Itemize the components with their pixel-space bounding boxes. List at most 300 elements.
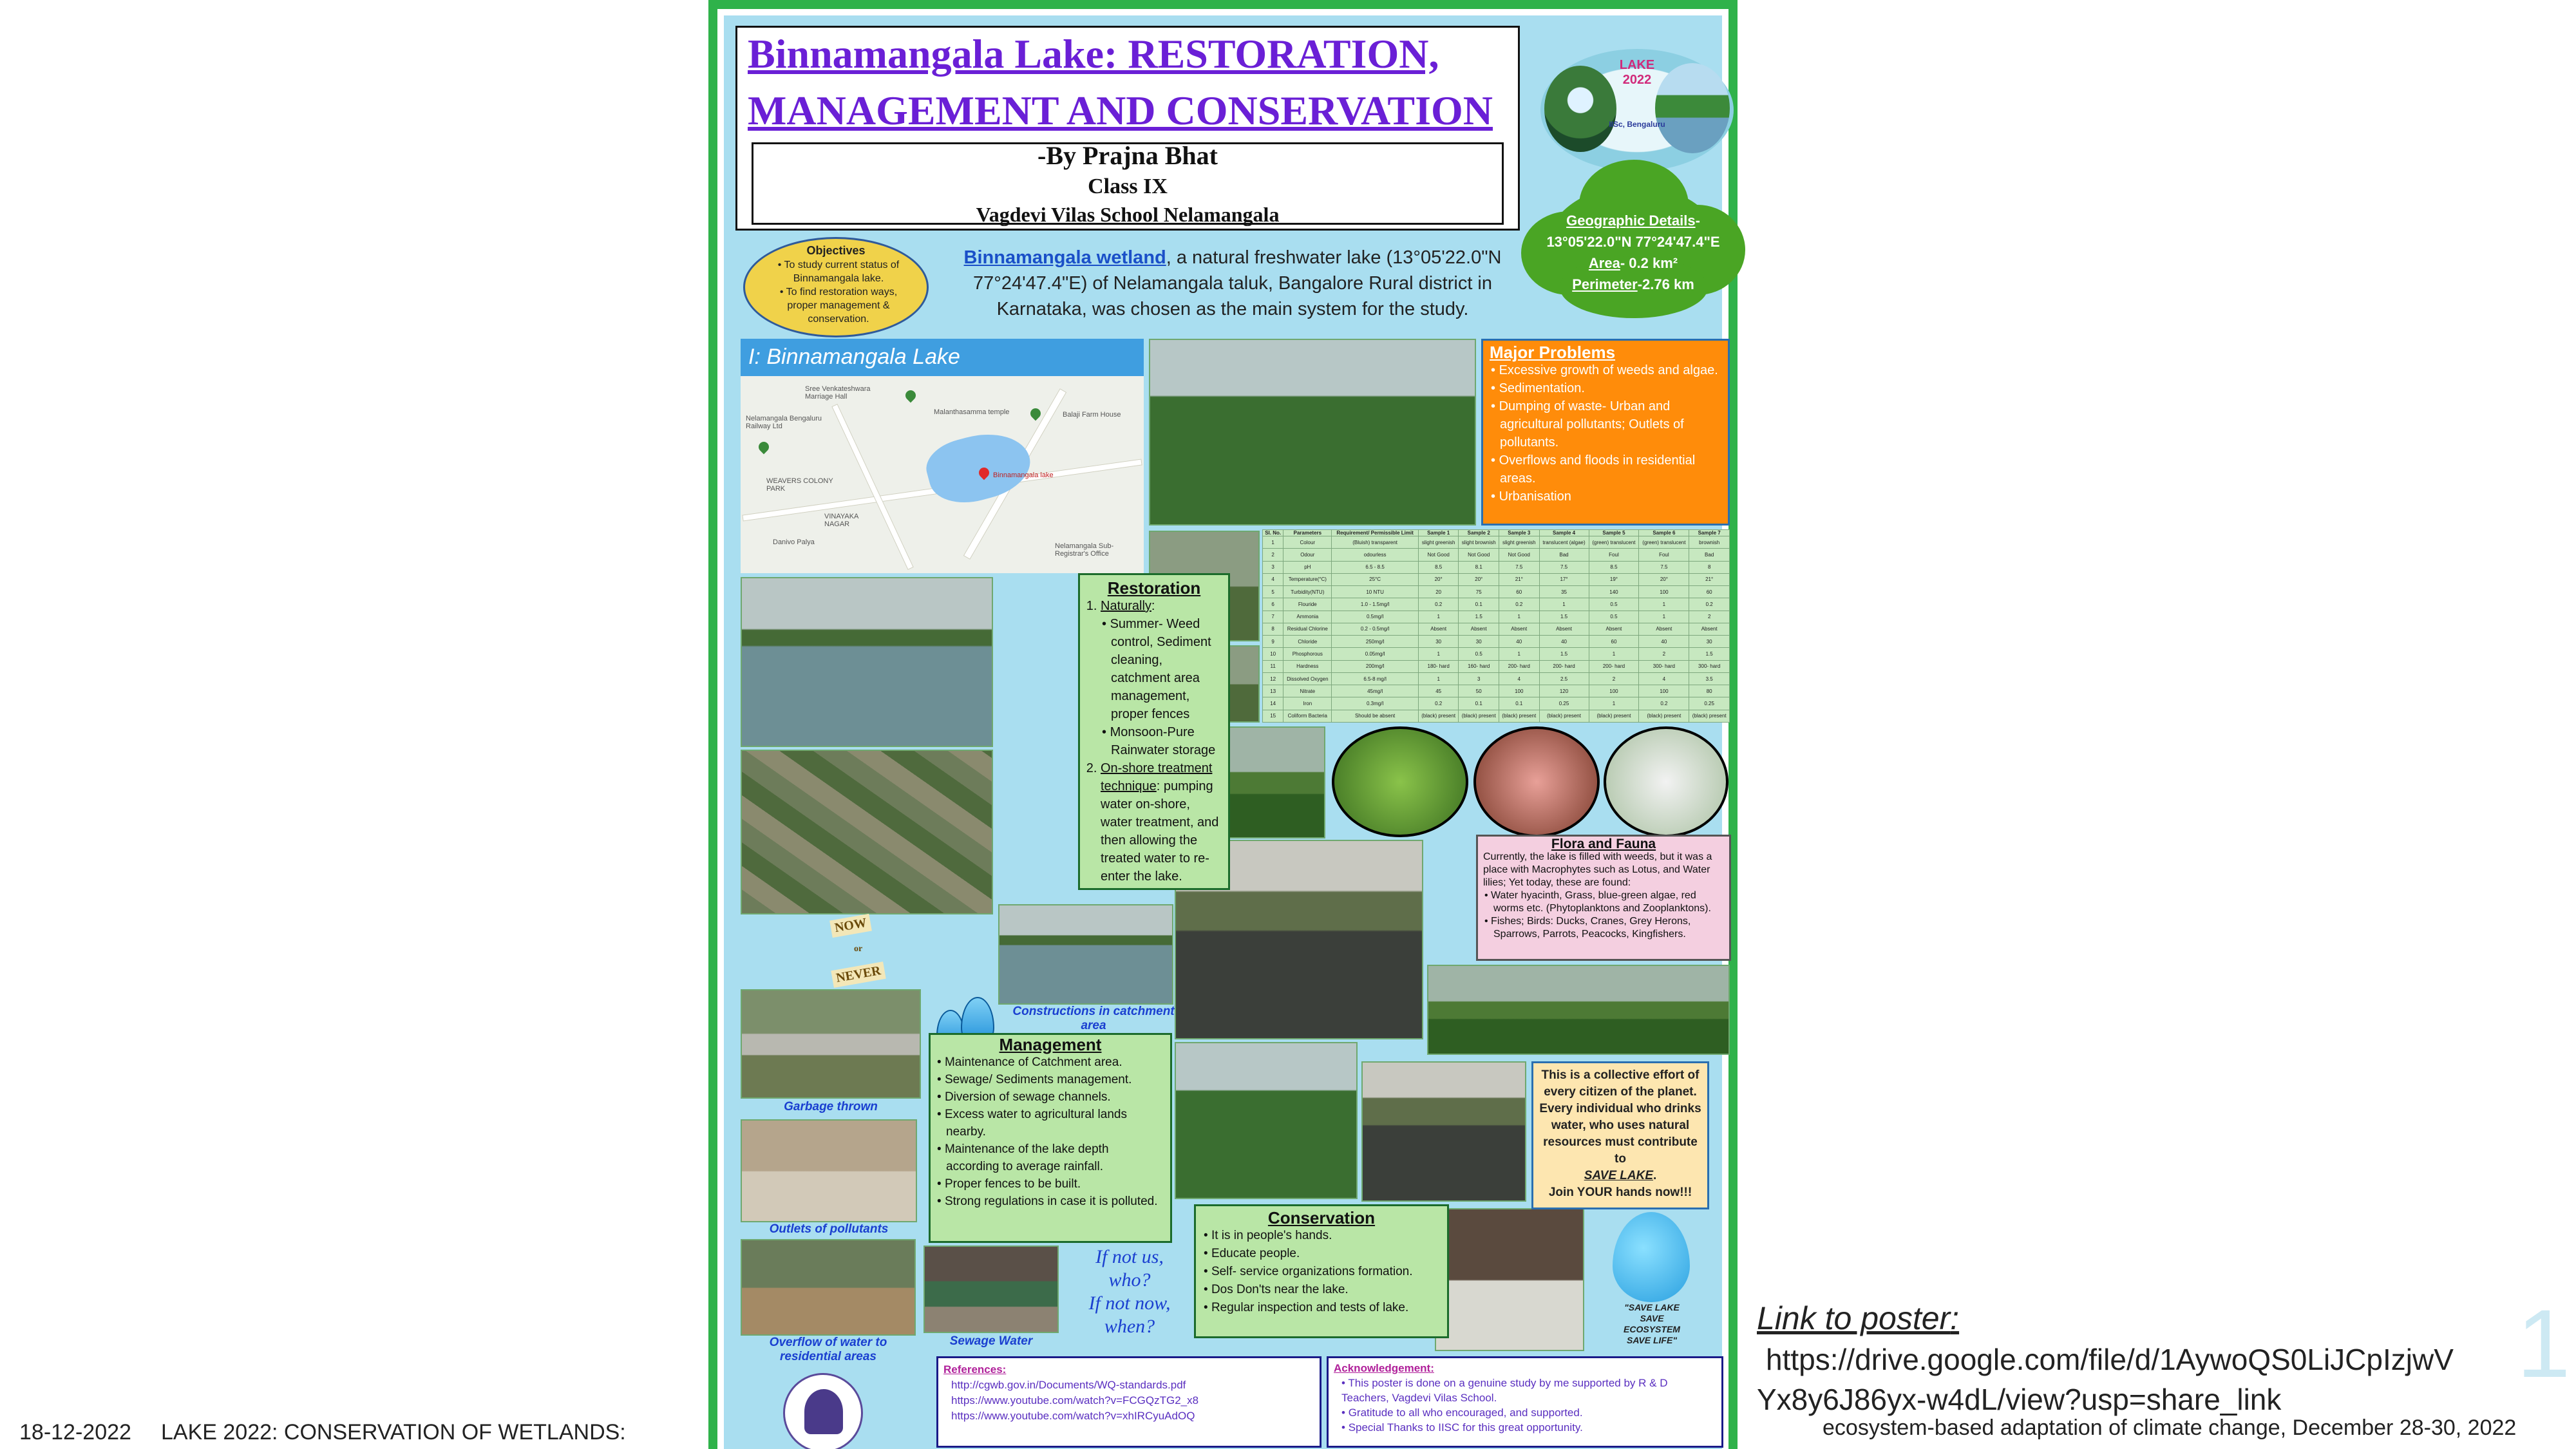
table-cell: 4 xyxy=(1639,672,1689,685)
map-label: Danivo Palya xyxy=(773,538,815,546)
table-cell: Coliform Bacteria xyxy=(1283,710,1332,722)
author-class: Class IX xyxy=(1088,175,1168,198)
table-cell: 0.3mg/l xyxy=(1332,697,1419,710)
table-cell: Chloride xyxy=(1283,636,1332,648)
table-cell: 7.5 xyxy=(1539,561,1589,573)
slogan-line: If not us, xyxy=(1095,1246,1164,1267)
table-cell: 50 xyxy=(1459,685,1499,697)
table-cell: Absent xyxy=(1639,623,1689,635)
map-label: Binnamangala lake xyxy=(993,471,1054,479)
geo-coords: 13°05'22.0"N 77°24'47.4"E xyxy=(1546,234,1720,250)
table-cell: 0.2 - 0.5mg/l xyxy=(1332,623,1419,635)
sewage-photo xyxy=(923,1245,1059,1333)
table-header-row xyxy=(1263,530,1730,536)
table-cell: 1 xyxy=(1639,598,1689,611)
or-tag: or xyxy=(854,944,863,954)
table-cell: 10 NTU xyxy=(1332,586,1419,598)
table-cell: Foul xyxy=(1639,549,1689,561)
table-cell: Hardness xyxy=(1283,660,1332,672)
slogan-line: when? xyxy=(1104,1316,1155,1337)
collective-effort-box: This is a collective effort of every citizen of the planet. Every individual who drinks water, who uses natural resources must contribute to SAVE LAKE. Join YOUR hands now!!! xyxy=(1531,1061,1709,1209)
major-problems-title: Major Problems xyxy=(1490,343,1616,362)
table-cell: 60 xyxy=(1589,636,1639,648)
acknowledgement-item: • Special Thanks to IISC for this great opportunity. xyxy=(1341,1421,1583,1434)
table-cell: Flouride xyxy=(1283,598,1332,611)
table-cell: 0.2 xyxy=(1499,598,1539,611)
table-cell: 60 xyxy=(1689,586,1730,598)
restoration-title: Restoration xyxy=(1107,578,1201,598)
table-cell: Phosphorous xyxy=(1283,648,1332,660)
table-cell: 19° xyxy=(1589,573,1639,585)
table-cell: (Bluish) transparent xyxy=(1332,536,1419,549)
table-cell: slight brownish xyxy=(1459,536,1499,549)
conservation-item: • Educate people. xyxy=(1202,1245,1441,1263)
outlets-caption: Outlets of pollutants xyxy=(769,1222,889,1236)
table-header-cell: Requirement/ Permissible Limit xyxy=(1332,530,1419,536)
table-cell: Dissolved Oxygen xyxy=(1283,672,1332,685)
table-cell: 25°C xyxy=(1332,573,1419,585)
table-header-cell: Sample 7 xyxy=(1689,530,1730,536)
table-cell: Temperature(°C) xyxy=(1283,573,1332,585)
slide-footer-conference: ecosystem-based adaptation of climate change, December 28-30, 2022 xyxy=(1823,1416,2517,1440)
table-cell: (black) present xyxy=(1689,710,1730,722)
references-box xyxy=(936,1356,1321,1448)
garbage-photo xyxy=(741,989,921,1099)
restoration-item1-label: Naturally xyxy=(1101,599,1151,613)
table-cell: 0.2 xyxy=(1689,598,1730,611)
management-panel xyxy=(929,1033,1172,1243)
restoration-item2-text: : pumping water on-shore, water treatment, and then allowing the treated water to re-enter the lake. xyxy=(1101,779,1219,884)
table-cell: 0.5 xyxy=(1589,611,1639,623)
geo-perimeter: -2.76 km xyxy=(1637,276,1694,292)
map-pin-icon[interactable] xyxy=(904,388,918,403)
save-badge-line: SAVE LIFE" xyxy=(1627,1335,1677,1345)
objectives-list xyxy=(764,258,913,326)
table-cell: Not Good xyxy=(1499,549,1539,561)
poster-inner-border xyxy=(717,9,1728,1449)
table-cell: 4 xyxy=(1499,672,1539,685)
table-cell: Foul xyxy=(1589,549,1639,561)
problem-item: • Dumping of waste- Urban and agricultural pollutants; Outlets of pollutants. xyxy=(1490,397,1721,451)
conservation-item: • Self- service organizations formation. xyxy=(1202,1263,1441,1281)
table-cell: 7.5 xyxy=(1499,561,1539,573)
management-item: • Maintenance of Catchment area. xyxy=(936,1054,1165,1071)
flora-fauna-panel xyxy=(1476,835,1731,961)
table-cell: 6 xyxy=(1263,598,1283,611)
restoration-item2-label: On-shore treatment technique xyxy=(1101,761,1213,793)
table-cell: 21° xyxy=(1689,573,1730,585)
map-label: Balaji Farm House xyxy=(1063,411,1121,419)
table-cell: 200mg/l xyxy=(1332,660,1419,672)
table-cell: 80 xyxy=(1689,685,1730,697)
map-label: VINAYAKA NAGAR xyxy=(824,513,858,528)
table-cell: 0.5mg/l xyxy=(1332,611,1419,623)
map-label: Malanthasamma temple xyxy=(934,408,1010,416)
table-cell: 3 xyxy=(1263,561,1283,573)
table-cell: 12 xyxy=(1263,672,1283,685)
table-header-cell: Parameters xyxy=(1283,530,1332,536)
management-item: • Excess water to agricultural lands nearby. xyxy=(936,1106,1165,1141)
table-cell: Bad xyxy=(1539,549,1589,561)
problem-item: • Overflows and floods in residential areas. xyxy=(1490,451,1721,488)
table-cell: 0.5 xyxy=(1459,648,1499,660)
table-cell: 2 xyxy=(1639,648,1689,660)
major-problems-panel xyxy=(1481,339,1730,526)
slogan-line: who? xyxy=(1108,1269,1151,1291)
table-cell: 0.25 xyxy=(1689,697,1730,710)
table-cell: 1 xyxy=(1539,598,1589,611)
table-cell: Iron xyxy=(1283,697,1332,710)
reference-link[interactable]: http://cgwb.gov.in/Documents/WQ-standards.pdf xyxy=(951,1379,1186,1391)
water-quality-table xyxy=(1262,529,1730,723)
slide-footer-title: LAKE 2022: CONSERVATION OF WETLANDS: xyxy=(161,1420,626,1444)
geo-area: - 0.2 km² xyxy=(1620,255,1678,271)
table-cell: 35 xyxy=(1539,586,1589,598)
table-cell: Absent xyxy=(1459,623,1499,635)
management-title: Management xyxy=(999,1035,1102,1054)
table-cell: Absent xyxy=(1539,623,1589,635)
table-cell: 7 xyxy=(1263,611,1283,623)
restoration-subitem: • Monsoon-Pure Rainwater storage xyxy=(1101,723,1222,759)
table-cell: Colour xyxy=(1283,536,1332,549)
table-cell: 300- hard xyxy=(1689,660,1730,672)
restoration-item-1: 1. Naturally: • Summer- Weed control, Sediment cleaning, catchment area management, proper fences • Monsoon-Pure Rainwater storage xyxy=(1101,597,1222,759)
table-cell: 100 xyxy=(1639,685,1689,697)
table-cell: 120 xyxy=(1539,685,1589,697)
table-cell: Absent xyxy=(1418,623,1459,635)
table-cell: 200- hard xyxy=(1539,660,1589,672)
geo-area-label: Area xyxy=(1588,255,1620,271)
acknowledgement-text: This poster is done on a genuine study by me supported by R & D Teachers, Vagdevi Vilas School. xyxy=(1341,1377,1668,1404)
table-row xyxy=(1263,549,1730,561)
conservation-item: • It is in people's hands. xyxy=(1202,1227,1441,1245)
table-cell: 2 xyxy=(1589,672,1639,685)
table-cell: 6.5-8 mg/l xyxy=(1332,672,1419,685)
title-box xyxy=(735,26,1520,231)
acknowledgement-item: • This poster is done on a genuine study by me supported by R & D Teachers, Vagdevi Vilas School. xyxy=(1341,1377,1668,1404)
table-cell: brownish xyxy=(1689,536,1730,549)
reference-link[interactable]: https://www.youtube.com/watch?v=FCGQzTG2_x8 xyxy=(951,1394,1199,1406)
table-header-cell: Sl. No. xyxy=(1263,530,1283,536)
table-cell: slight greenish xyxy=(1418,536,1459,549)
table-row xyxy=(1263,623,1730,635)
garbage-caption: Garbage thrown xyxy=(784,1100,878,1113)
table-cell: 0.5 xyxy=(1589,598,1639,611)
table-cell: (green) translucent xyxy=(1639,536,1689,549)
school-emblem-icon xyxy=(783,1373,863,1449)
table-cell: (black) present xyxy=(1459,710,1499,722)
intro-link[interactable]: Binnamangala wetland xyxy=(963,247,1166,268)
table-cell: 0.2 xyxy=(1639,697,1689,710)
table-cell: Absent xyxy=(1499,623,1539,635)
table-cell: 4 xyxy=(1263,573,1283,585)
microscope-algae-photo xyxy=(1332,726,1468,837)
poster-title-line1: Binnamangala Lake: RESTORATION, xyxy=(748,31,1439,77)
table-row xyxy=(1263,710,1730,722)
save-badge-line: SAVE xyxy=(1640,1313,1664,1323)
restoration-panel xyxy=(1078,573,1230,890)
table-cell: 0.2 xyxy=(1418,697,1459,710)
sewage-caption: Sewage Water xyxy=(949,1334,1033,1348)
table-cell: 1 xyxy=(1418,611,1459,623)
flora-fauna-item: • Water hyacinth, Grass, blue-green algae, red worms etc. (Phytoplanktons and Zooplanktons). xyxy=(1483,889,1724,915)
table-cell: 0.1 xyxy=(1459,598,1499,611)
table-cell: Odour xyxy=(1283,549,1332,561)
table-cell: 40 xyxy=(1539,636,1589,648)
table-cell: Residual Chlorine xyxy=(1283,623,1332,635)
table-cell: (black) present xyxy=(1418,710,1459,722)
table-row xyxy=(1263,660,1730,672)
table-cell: 15 xyxy=(1263,710,1283,722)
table-cell: 20 xyxy=(1418,586,1459,598)
table-cell: (black) present xyxy=(1589,710,1639,722)
table-cell: translucent (algae) xyxy=(1539,536,1589,549)
table-cell: 8.5 xyxy=(1589,561,1639,573)
weeds-photo xyxy=(1175,1042,1358,1199)
slide-date: 18-12-2022 xyxy=(19,1420,131,1444)
table-cell: 7.5 xyxy=(1639,561,1689,573)
table-cell: 20° xyxy=(1639,573,1689,585)
earth-drop-icon xyxy=(1613,1212,1690,1302)
table-cell: 1 xyxy=(1263,536,1283,549)
objectives-oval xyxy=(743,237,929,337)
geo-perimeter-label: Perimeter xyxy=(1572,276,1638,292)
acknowledgement-text: Special Thanks to IISC for this great opportunity. xyxy=(1348,1421,1583,1434)
table-cell: 1 xyxy=(1499,611,1539,623)
flora-fauna-item: • Fishes; Birds: Ducks, Cranes, Grey Herons, Sparrows, Parrots, Peacocks, Kingfishers. xyxy=(1483,915,1724,941)
objective-item: • To study current status of Binnamangala lake. xyxy=(764,258,913,285)
management-item: • Proper fences to be built. xyxy=(936,1175,1165,1193)
table-cell: 1 xyxy=(1589,697,1639,710)
table-cell: 0.2 xyxy=(1418,598,1459,611)
table-cell: 21° xyxy=(1499,573,1539,585)
table-cell: 11 xyxy=(1263,660,1283,672)
table-cell: 8.5 xyxy=(1418,561,1459,573)
mudflat-photo xyxy=(1361,1061,1526,1202)
lake-photo xyxy=(1655,63,1730,153)
conservation-item: • Dos Don'ts near the lake. xyxy=(1202,1281,1441,1299)
table-cell: 2.5 xyxy=(1539,672,1589,685)
save-badge-text xyxy=(1588,1302,1716,1346)
save-badge-line: "SAVE LAKE xyxy=(1624,1302,1680,1312)
table-cell: 45 xyxy=(1418,685,1459,697)
logo-title: LAKE 2022 xyxy=(1619,58,1655,87)
handwritten-slogan xyxy=(1065,1245,1194,1342)
reference-link[interactable]: https://www.youtube.com/watch?v=xhIRCyuAdOQ xyxy=(951,1410,1195,1422)
table-body xyxy=(1263,536,1730,723)
map-label: Sree Venkateshwara Marriage Hall xyxy=(805,385,871,401)
table-cell: Absent xyxy=(1689,623,1730,635)
problem-item: • Sedimentation. xyxy=(1490,379,1721,397)
table-header-cell: Sample 5 xyxy=(1589,530,1639,536)
table-header-cell: Sample 1 xyxy=(1418,530,1459,536)
now-or-never-badge xyxy=(831,917,902,994)
table-cell: pH xyxy=(1283,561,1332,573)
management-item: • Diversion of sewage channels. xyxy=(936,1088,1165,1106)
microscope-worm-photo xyxy=(1473,726,1600,837)
table-header-cell: Sample 4 xyxy=(1539,530,1589,536)
map-pin-icon[interactable] xyxy=(757,440,772,455)
table-cell: 1 xyxy=(1499,648,1539,660)
poster-link-line1[interactable]: https://drive.google.com/file/d/1AywoQS0LiJCpIzjwV xyxy=(1766,1343,2454,1376)
link-label: Link to poster: xyxy=(1757,1300,1960,1336)
aerial-view-photo xyxy=(741,750,993,914)
poster-title-line2: MANAGEMENT AND CONSERVATION xyxy=(748,88,1493,133)
acknowledgement-item: • Gratitude to all who encouraged, and supported. xyxy=(1341,1406,1583,1419)
table-row xyxy=(1263,697,1730,710)
table-cell: 250mg/l xyxy=(1332,636,1419,648)
table-cell: 1.0 - 1.5mg/l xyxy=(1332,598,1419,611)
table-cell: 180- hard xyxy=(1418,660,1459,672)
table-cell: 8 xyxy=(1689,561,1730,573)
lake-map xyxy=(741,339,1144,573)
map-header: I: Binnamangala Lake xyxy=(741,339,1144,376)
table-header-cell: Sample 2 xyxy=(1459,530,1499,536)
table-row xyxy=(1263,648,1730,660)
table-cell: 30 xyxy=(1418,636,1459,648)
table-cell: Bad xyxy=(1689,549,1730,561)
table-cell: Turbidity(NTU) xyxy=(1283,586,1332,598)
geographic-details-cloud xyxy=(1521,160,1745,318)
table-cell: 45mg/l xyxy=(1332,685,1419,697)
problem-item: • Excessive growth of weeds and algae. xyxy=(1490,361,1721,379)
table-cell: 2 xyxy=(1689,611,1730,623)
map-pin-icon[interactable] xyxy=(1028,406,1043,421)
intro-paragraph xyxy=(956,245,1510,322)
table-cell: Nitrate xyxy=(1283,685,1332,697)
author-box xyxy=(752,142,1504,225)
table-cell: (black) present xyxy=(1539,710,1589,722)
table-cell: 100 xyxy=(1589,685,1639,697)
table-cell: 14 xyxy=(1263,697,1283,710)
objective-item: • To find restoration ways, proper management & conservation. xyxy=(764,285,913,326)
references-title: References: xyxy=(943,1363,1007,1376)
lake-2022-logo xyxy=(1540,49,1734,171)
poster-body xyxy=(724,15,1727,1449)
flora-fauna-title: Flora and Fauna xyxy=(1551,837,1656,851)
table-cell: 3.5 xyxy=(1689,672,1730,685)
author: -By Prajna Bhat xyxy=(1037,141,1218,170)
table-cell: 8 xyxy=(1263,623,1283,635)
table-cell: 40 xyxy=(1499,636,1539,648)
table-row xyxy=(1263,573,1730,585)
table-cell: 100 xyxy=(1639,586,1689,598)
table-row xyxy=(1263,672,1730,685)
table-cell: 2 xyxy=(1263,549,1283,561)
table-cell: 17° xyxy=(1539,573,1589,585)
table-row xyxy=(1263,685,1730,697)
table-cell: slight greenish xyxy=(1499,536,1539,549)
management-item: • Strong regulations in case it is polluted. xyxy=(936,1193,1165,1210)
save-badge-line: ECOSYSTEM xyxy=(1624,1324,1680,1334)
logo-subtitle: IISc, Bengaluru xyxy=(1609,120,1665,129)
table-cell: 40 xyxy=(1639,636,1689,648)
table-cell: 1 xyxy=(1639,611,1689,623)
table-cell: odourless xyxy=(1332,549,1419,561)
objectives-title: Objectives xyxy=(806,244,866,257)
table-cell: 13 xyxy=(1263,685,1283,697)
table-cell: 1 xyxy=(1418,672,1459,685)
table-cell: 5 xyxy=(1263,586,1283,598)
table-cell: 8.1 xyxy=(1459,561,1499,573)
slogan-line: If not now, xyxy=(1088,1293,1171,1314)
table-row xyxy=(1263,598,1730,611)
table-cell: 100 xyxy=(1499,685,1539,697)
poster-link-line2[interactable]: Yx8y6J86yx-w4dL/view?usp=share_link xyxy=(1757,1383,2282,1416)
join-hands-text: Join YOUR hands now!!! xyxy=(1548,1186,1692,1199)
table-row xyxy=(1263,611,1730,623)
table-header-cell: Sample 3 xyxy=(1499,530,1539,536)
acknowledgement-text: Gratitude to all who encouraged, and supported. xyxy=(1348,1406,1583,1419)
table-row xyxy=(1263,636,1730,648)
table-cell: 10 xyxy=(1263,648,1283,660)
constructions-caption: Constructions in catchment area xyxy=(1012,1005,1175,1032)
management-item: • Maintenance of the lake depth according to average rainfall. xyxy=(936,1141,1165,1175)
conservation-item: • Regular inspection and tests of lake. xyxy=(1202,1299,1441,1317)
save-lake-text: SAVE LAKE xyxy=(1584,1169,1654,1182)
table-header-cell: Sample 6 xyxy=(1639,530,1689,536)
conservation-panel xyxy=(1194,1204,1449,1338)
poster-frame xyxy=(708,0,1738,1449)
restoration-subitem: • Summer- Weed control, Sediment cleaning, catchment area management, proper fences xyxy=(1101,615,1222,723)
pond-photo xyxy=(1427,965,1730,1055)
management-item: • Sewage/ Sediments management. xyxy=(936,1071,1165,1088)
table-cell: 30 xyxy=(1459,636,1499,648)
map-label: WEAVERS COLONY PARK xyxy=(766,477,833,493)
map-label: Nelamangala Bengaluru Railway Ltd xyxy=(746,415,822,430)
outlets-photo xyxy=(741,1119,917,1222)
table-cell: Not Good xyxy=(1418,549,1459,561)
table-cell: 160- hard xyxy=(1459,660,1499,672)
now-tag: NOW xyxy=(829,914,872,938)
link-label-text: Link to poster xyxy=(1757,1300,1951,1336)
table-row xyxy=(1263,536,1730,549)
conservation-title: Conservation xyxy=(1267,1208,1376,1227)
flora-fauna-text: Currently, the lake is filled with weeds, but it was a place with Macrophytes such as Lotus, and Water lilies; Yet today, these are found: xyxy=(1483,851,1712,888)
table-cell: 200- hard xyxy=(1589,660,1639,672)
table-cell: 300- hard xyxy=(1639,660,1689,672)
table-cell: 1.5 xyxy=(1689,648,1730,660)
acknowledgement-title: Acknowledgement: xyxy=(1334,1362,1434,1374)
table-cell: 60 xyxy=(1499,586,1539,598)
collective-text: This is a collective effort of every citizen of the planet. Every individual who drinks water, who uses natural resources must contribute to xyxy=(1539,1068,1701,1166)
table-cell: Ammonia xyxy=(1283,611,1332,623)
table-cell: (green) translucent xyxy=(1589,536,1639,549)
table-row xyxy=(1263,561,1730,573)
geo-heading: Geographic Details xyxy=(1566,213,1696,229)
restoration-item-2 xyxy=(1101,759,1222,886)
table-cell: 30 xyxy=(1689,636,1730,648)
table-cell: Absent xyxy=(1589,623,1639,635)
table-cell: 1.5 xyxy=(1539,648,1589,660)
table-cell: (black) present xyxy=(1499,710,1539,722)
table-cell: 3 xyxy=(1459,672,1499,685)
geographic-details-text: Geographic Details- 13°05'22.0"N 77°24'47.4"E Area- 0.2 km² Perimeter-2.76 km xyxy=(1521,210,1745,295)
lake-view-photo xyxy=(741,577,993,747)
save-lake-badge xyxy=(1588,1212,1716,1345)
overflow-caption: Overflow of water to residential areas xyxy=(769,1336,887,1363)
constructions-photo xyxy=(998,904,1173,1005)
foam-photo xyxy=(1435,1208,1584,1351)
table-cell: Not Good xyxy=(1459,549,1499,561)
waterfall-photo xyxy=(1544,66,1616,152)
table-row xyxy=(1263,586,1730,598)
lake-weeds-photo xyxy=(1149,339,1476,526)
microscope-diatom-photo xyxy=(1604,726,1728,837)
table-cell: 9 xyxy=(1263,636,1283,648)
table-cell: 0.1 xyxy=(1459,697,1499,710)
table-cell: Should be absent xyxy=(1332,710,1419,722)
